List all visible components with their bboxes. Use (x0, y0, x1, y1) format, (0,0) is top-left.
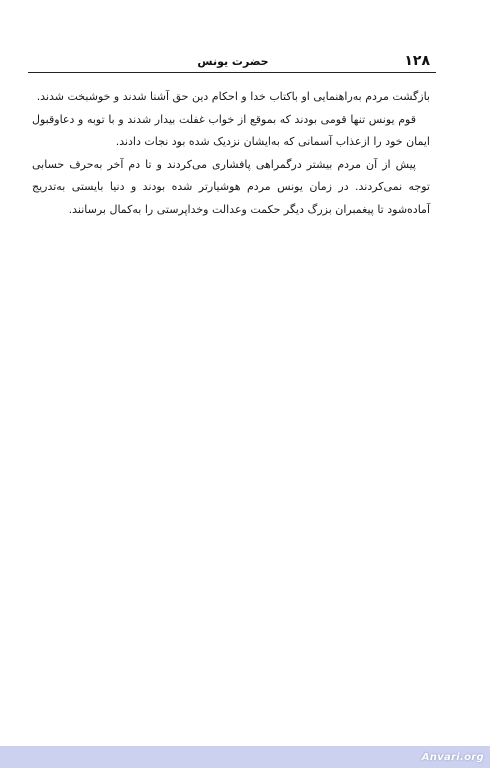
watermark-logo: Anvari.org (421, 752, 484, 763)
chapter-title: حضرت یونس (197, 55, 269, 68)
body-text (32, 86, 430, 221)
paragraph: قوم یونس تنها قومی بودند که بموقع از خواب غفلت بیدار شدند و با توبه و دعاوقبول ایمان خود را ازعذاب آسمانی که به‌ایشان نزدیک شده بود نجات دادند. (32, 112, 430, 148)
header-divider (28, 72, 436, 73)
page-number: ۱۲۸ (404, 53, 430, 69)
footer-bar (0, 746, 490, 768)
page-header (34, 52, 432, 72)
paragraph: بازگشت مردم به‌راهنمایی او باکتاب خدا و احکام دین حق آشنا شدند و خوشبخت شدند. (36, 90, 430, 103)
paragraph: پیش از آن مردم بیشتر درگمراهی پافشاری می‌کردند و تا دم آخر به‌حرف حسابی توجه نمی‌کردند. در زمان یونس مردم هوشیارتر شده بودند و دنیا بایستی به‌تدریج آماده‌شود تا پیغمبران بزرگ دیگر حکمت وعدالت وخداپرستی را به‌کمال برسانند. (32, 157, 430, 216)
